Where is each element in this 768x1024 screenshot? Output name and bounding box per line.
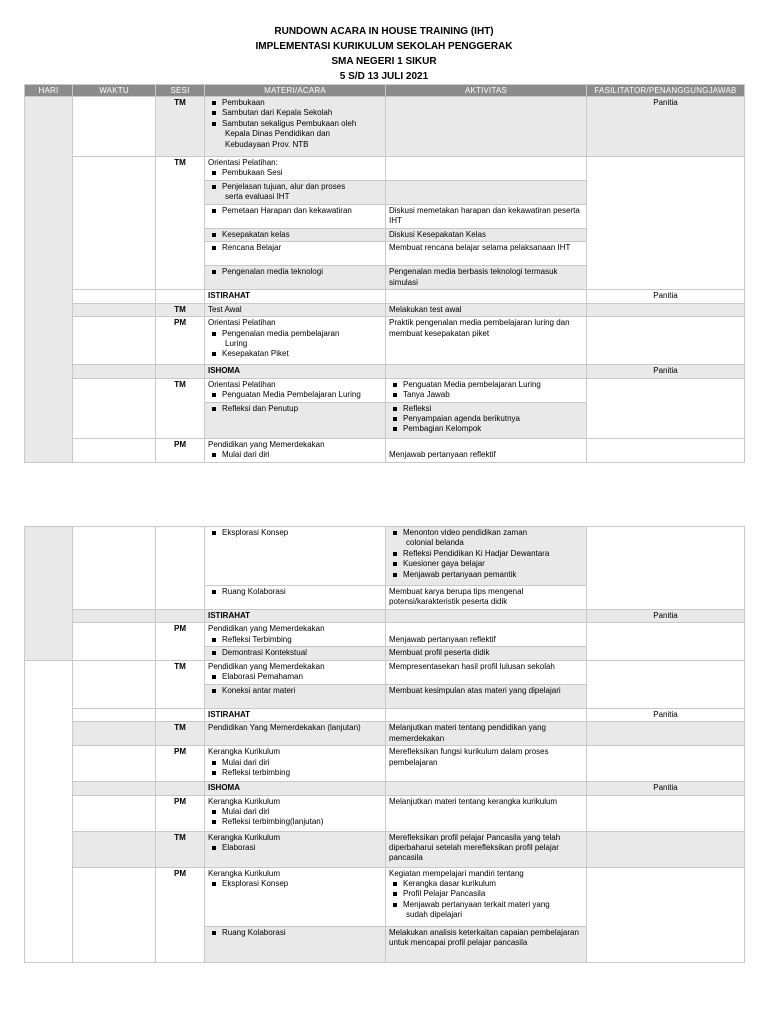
list-item: Refleksi dan Penutup [222, 404, 382, 414]
list-item: Kesepakatan kelas [222, 230, 382, 240]
table-row [25, 303, 745, 316]
list-item: Refleksi Terbimbing [222, 635, 382, 645]
materi-cell [205, 229, 386, 242]
aktivitas-cell: Melanjutkan materi tentang kerangka kurikulum [386, 795, 587, 831]
list-item: Menjawab pertanyaan pemantik [403, 570, 583, 580]
list-item: Elaborasi Pemahaman [222, 672, 382, 682]
materi-cell [205, 438, 386, 462]
materi-cell [205, 926, 386, 962]
sesi-cell: PM [156, 746, 205, 782]
waktu-cell [73, 317, 156, 365]
list-item: Kesepakatan Piket [222, 349, 382, 359]
materi-title: Orientasi Pelatihan: [208, 158, 278, 167]
materi-cell [205, 586, 386, 610]
list-item: Sambutan sekaligus Pembukaan oleh [222, 119, 382, 129]
aktivitas-cell [386, 610, 587, 623]
document-title [0, 24, 768, 84]
aktivitas-cell [386, 378, 587, 402]
materi-cell [205, 205, 386, 229]
table-row [25, 660, 745, 684]
waktu-cell [73, 527, 156, 610]
list-item: Pembagian Kelompok [403, 424, 583, 434]
list-item: Penjelasan tujuan, alur dan proses [222, 182, 382, 192]
sesi-cell: PM [156, 438, 205, 462]
waktu-cell [73, 782, 156, 795]
materi-cell [205, 97, 386, 157]
list-item: Refleksi terbimbing [222, 768, 382, 778]
sesi-cell: TM [156, 157, 205, 290]
list-item: Refleksi Pendidikan Ki Hadjar Dewantara [403, 549, 583, 559]
aktivitas-title: Kegiatan mempelajari mandiri tentang [389, 868, 524, 878]
fasilitator-cell [587, 378, 745, 438]
materi-cell: ISTIRAHAT [205, 290, 386, 303]
table-row [25, 746, 745, 782]
aktivitas-cell [386, 365, 587, 378]
table-row [25, 867, 745, 926]
list-item: Eksplorasi Konsep [222, 879, 382, 889]
aktivitas-cell [386, 97, 587, 157]
list-item: Pengenalan media teknologi [222, 267, 382, 277]
fasilitator-cell [587, 795, 745, 831]
materi-cell [205, 623, 386, 647]
list-item: Pengenalan media pembelajaran [222, 329, 382, 339]
table-row [25, 623, 745, 647]
materi-cell [205, 795, 386, 831]
title-line-3: SMA NEGERI 1 SIKUR [331, 56, 437, 67]
materi-title: Pendidikan yang Memerdekakan [208, 624, 325, 634]
fasilitator-cell [587, 660, 745, 708]
aktivitas-cell [386, 867, 587, 926]
aktivitas-cell: Membuat profil peserta didik [386, 647, 587, 660]
waktu-cell [73, 708, 156, 721]
list-item: Mulai dari diri [222, 450, 382, 460]
waktu-cell [73, 303, 156, 316]
table-row [25, 438, 745, 462]
materi-cell [205, 157, 386, 181]
aktivitas-cell [386, 157, 587, 181]
materi-cell [205, 647, 386, 660]
waktu-cell [73, 157, 156, 290]
materi-cell [205, 378, 386, 402]
list-item: Profil Pelajar Pancasila [403, 889, 583, 899]
sesi-cell [156, 708, 205, 721]
rundown-table-page1 [24, 84, 745, 463]
materi-cell [205, 660, 386, 684]
list-item: Menjawab pertanyaan terkait materi yang [403, 900, 583, 910]
fasilitator-cell: Panitia [587, 708, 745, 721]
waktu-cell [73, 365, 156, 378]
sesi-cell [156, 610, 205, 623]
list-item: Demontrasi Kontekstual [222, 648, 382, 658]
list-item: Penguatan Media Pembelajaran Luring [222, 390, 382, 400]
aktivitas-cell [386, 402, 587, 438]
sesi-cell: TM [156, 378, 205, 438]
fasilitator-cell [587, 746, 745, 782]
materi-cell: ISTIRAHAT [205, 708, 386, 721]
waktu-cell [73, 831, 156, 867]
title-line-4: 5 S/D 13 JULI 2021 [339, 71, 429, 82]
fasilitator-cell: Panitia [587, 365, 745, 378]
materi-cell: Test Awal [205, 303, 386, 316]
aktivitas-cell [386, 782, 587, 795]
col-header-materi: MATERI/ACARA [205, 85, 386, 97]
materi-title: Kerangka Kurikulum [208, 832, 281, 842]
aktivitas-cell: Menjawab pertanyaan reflektif [386, 623, 587, 647]
waktu-cell [73, 378, 156, 438]
table-row [25, 317, 745, 365]
aktivitas-cell: Praktik pengenalan media pembelajaran luring dan membuat kesepakatan piket [386, 317, 587, 365]
table-row [25, 97, 745, 157]
table-row [25, 782, 745, 795]
aktivitas-cell [386, 527, 587, 586]
table-row [25, 157, 745, 181]
list-item: Pembukaan Sesi [222, 168, 382, 178]
sesi-cell: TM [156, 660, 205, 708]
title-line-2: IMPLEMENTASI KURIKULUM SEKOLAH PENGGERAK [255, 41, 513, 52]
aktivitas-cell: Melakukan test awal [386, 303, 587, 316]
list-item: Koneksi antar materi [222, 686, 382, 696]
waktu-cell [73, 610, 156, 623]
list-item-cont: serta evaluasi IHT [225, 192, 290, 202]
materi-cell [205, 831, 386, 867]
list-item: Elaborasi [222, 843, 382, 853]
fasilitator-cell [587, 722, 745, 746]
list-item-cont: Luring [225, 339, 248, 349]
col-header-fasilitator: FASILITATOR/PENANGGUNGJAWAB [587, 85, 745, 97]
sesi-cell: TM [156, 303, 205, 316]
fasilitator-cell [587, 527, 745, 610]
hari-cell [25, 527, 73, 661]
list-item-cont: colonial belanda [406, 538, 464, 548]
list-item: Kuesioner gaya belajar [403, 559, 583, 569]
waktu-cell [73, 290, 156, 303]
materi-cell [205, 317, 386, 365]
fasilitator-cell [587, 317, 745, 365]
aktivitas-cell: Mempresentasekan hasil profil lulusan sekolah [386, 660, 587, 684]
materi-cell [205, 684, 386, 708]
aktivitas-cell: Melakukan analisis keterkaitan capaian pembelajaran untuk mencapai profil pelajar pancasila [386, 926, 587, 962]
sesi-cell: TM [156, 722, 205, 746]
waktu-cell [73, 795, 156, 831]
list-item: Tanya Jawab [403, 390, 583, 400]
sesi-cell [156, 365, 205, 378]
fasilitator-cell [587, 867, 745, 962]
table-row [25, 708, 745, 721]
fasilitator-cell [587, 303, 745, 316]
waktu-cell [73, 867, 156, 962]
col-header-sesi: SESI [156, 85, 205, 97]
table-header-row [25, 85, 745, 97]
sesi-cell: PM [156, 317, 205, 365]
materi-title: Pendidikan yang Memerdekakan [208, 439, 325, 449]
waktu-cell [73, 438, 156, 462]
list-item: Sambutan dari Kepala Sekolah [222, 108, 382, 118]
aktivitas-cell [386, 290, 587, 303]
table-row [25, 722, 745, 746]
hari-cell [25, 660, 73, 962]
table-row [25, 527, 745, 586]
list-item: Pembukaan [222, 98, 382, 108]
list-item: Menonton video pendidikan zaman [403, 528, 583, 538]
list-item: Pemetaan Harapan dan kekawatiran [222, 206, 382, 216]
aktivitas-cell: Membuat kesimpulan atas materi yang dipelajari [386, 684, 587, 708]
col-header-waktu: WAKTU [73, 85, 156, 97]
waktu-cell [73, 660, 156, 708]
aktivitas-cell: Merefleksikan fungsi kurikulum dalam proses pembelajaran [386, 746, 587, 782]
waktu-cell [73, 623, 156, 660]
aktivitas-cell: Membuat rencana belajar selama pelaksanaan IHT [386, 242, 587, 266]
title-line-1: RUNDOWN ACARA IN HOUSE TRAINING (IHT) [274, 26, 494, 37]
aktivitas-cell: Menjawab pertanyaan reflektif [386, 438, 587, 462]
materi-cell [205, 746, 386, 782]
aktivitas-cell: Merefleksikan profil pelajar Pancasila yang telah diperbaharui setelah merefleksikan profil pelajar pancasila [386, 831, 587, 867]
waktu-cell [73, 746, 156, 782]
fasilitator-cell: Panitia [587, 610, 745, 623]
sesi-cell: TM [156, 831, 205, 867]
list-item: Refleksi terbimbing(lanjutan) [222, 817, 382, 827]
materi-title: Orientasi Pelatihan [208, 318, 276, 328]
materi-title: Pendidikan yang Memerdekakan [208, 661, 325, 671]
table-row [25, 610, 745, 623]
materi-title: Kerangka Kurikulum [208, 747, 281, 757]
materi-cell [205, 266, 386, 290]
fasilitator-cell: Panitia [587, 97, 745, 157]
materi-cell [205, 867, 386, 926]
materi-cell [205, 402, 386, 438]
sesi-cell: PM [156, 623, 205, 660]
list-item: Penyampaian agenda berikutnya [403, 414, 583, 424]
materi-cell [205, 242, 386, 266]
table-row [25, 365, 745, 378]
col-header-hari: HARI [25, 85, 73, 97]
list-item: Mulai dari diri [222, 758, 382, 768]
list-item-cont: sudah dipelajari [406, 910, 463, 920]
aktivitas-cell: Membuat karya berupa tips mengenal potensi/karakteristik peserta didik [386, 586, 587, 610]
materi-title: Kerangka Kurikulum [208, 796, 281, 806]
list-item: Kerangka dasar kurikulum [403, 879, 583, 889]
list-item: Mulai dari diri [222, 807, 382, 817]
materi-cell: ISHOMA [205, 365, 386, 378]
fasilitator-cell: Panitia [587, 290, 745, 303]
sesi-cell [156, 527, 205, 610]
fasilitator-cell [587, 831, 745, 867]
table-row [25, 831, 745, 867]
sesi-cell [156, 290, 205, 303]
fasilitator-cell [587, 157, 745, 290]
materi-title: Kerangka Kurikulum [208, 868, 281, 878]
aktivitas-cell [386, 708, 587, 721]
list-item-cont: Kepala Dinas Pendidikan dan [225, 129, 330, 139]
list-item: Ruang Kolaborasi [222, 587, 382, 597]
sesi-cell: TM [156, 97, 205, 157]
list-item: Penguatan Media pembelajaran Luring [403, 380, 583, 390]
materi-cell: ISTIRAHAT [205, 610, 386, 623]
waktu-cell [73, 97, 156, 157]
aktivitas-cell: Melanjutkan materi tentang pendidikan yang memerdekakan [386, 722, 587, 746]
list-item: Ruang Kolaborasi [222, 928, 382, 938]
materi-cell [205, 181, 386, 205]
list-item: Refleksi [403, 404, 583, 414]
aktivitas-cell: Pengenalan media berbasis teknologi termasuk simulasi [386, 266, 587, 290]
materi-cell [205, 527, 386, 586]
rundown-table-page2 [24, 526, 745, 963]
list-item-cont: Kebudayaan Prov. NTB [225, 139, 309, 149]
fasilitator-cell: Panitia [587, 782, 745, 795]
table-row [25, 378, 745, 402]
sesi-cell [156, 782, 205, 795]
sesi-cell: PM [156, 867, 205, 962]
list-item: Rencana Belajar [222, 243, 382, 253]
fasilitator-cell [587, 438, 745, 462]
aktivitas-cell: Diskusi memetakan harapan dan kekawatiran peserta IHT [386, 205, 587, 229]
table-row [25, 290, 745, 303]
list-item: Eksplorasi Konsep [222, 528, 382, 538]
aktivitas-cell: Diskusi Kesepakatan Kelas [386, 229, 587, 242]
fasilitator-cell [587, 623, 745, 660]
materi-cell: Pendidikan Yang Memerdekakan (lanjutan) [205, 722, 386, 746]
aktivitas-cell [386, 181, 587, 205]
materi-title: Orientasi Pelatihan [208, 379, 276, 389]
table-row [25, 795, 745, 831]
materi-cell: ISHOMA [205, 782, 386, 795]
hari-cell [25, 97, 73, 463]
sesi-cell: PM [156, 795, 205, 831]
waktu-cell [73, 722, 156, 746]
col-header-aktivitas: AKTIVITAS [386, 85, 587, 97]
